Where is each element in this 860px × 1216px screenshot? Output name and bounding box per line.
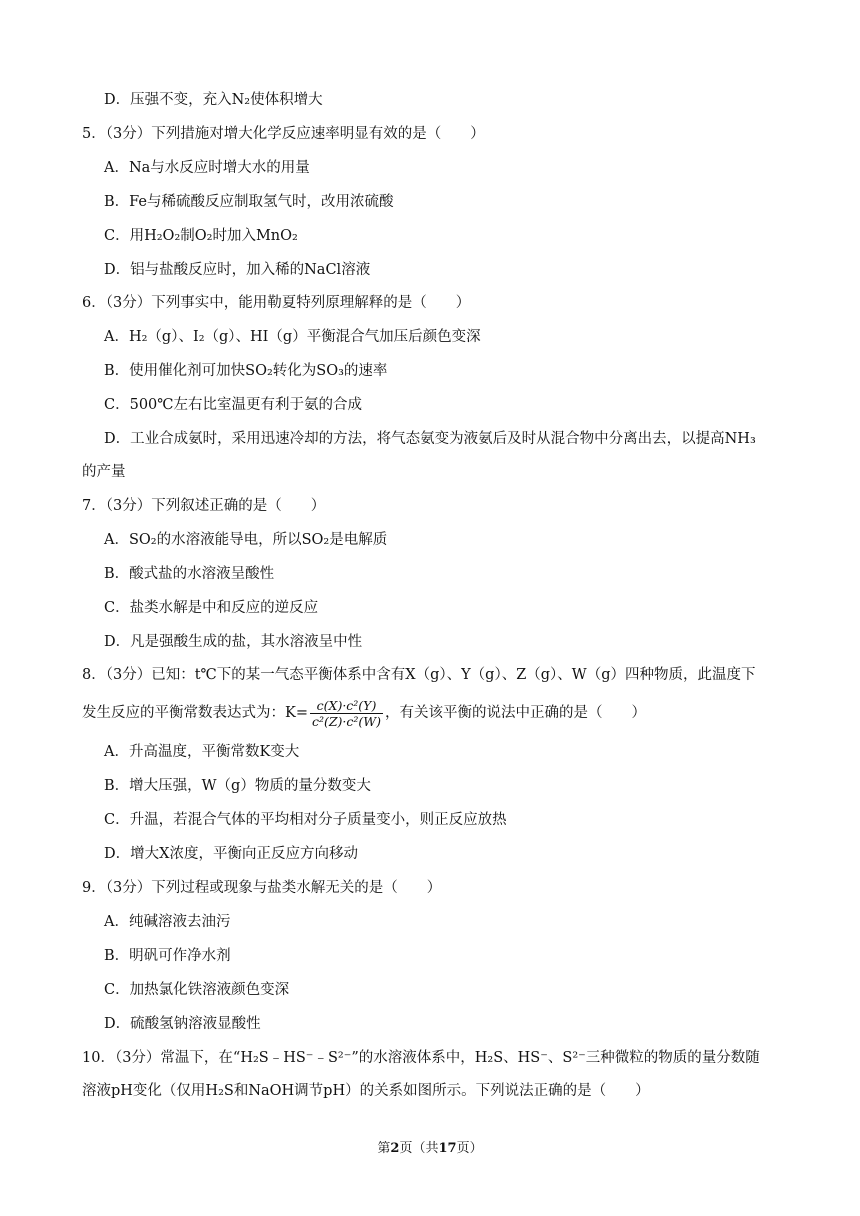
q9-option-a: A．纯碱溶液去油污 (104, 914, 231, 930)
q6-option-b: B．使用催化剂可加快SO₂转化为SO₃的速率 (104, 363, 388, 379)
question-8-equation-line (82, 696, 646, 730)
q5-option-a: A．Na与水反应时增大水的用量 (104, 160, 310, 176)
q5-option-c: C．用H₂O₂制O₂时加入MnO₂ (104, 228, 298, 244)
q6-option-a: A．H₂（g）、I₂（g）、HI（g）平衡混合气加压后颜色变深 (104, 329, 481, 345)
q7-option-b: B．酸式盐的水溶液呈酸性 (104, 566, 275, 582)
page-footer (0, 1140, 860, 1158)
fraction-numerator: c(X)·c²(Y) (310, 698, 383, 714)
q5-option-b: B．Fe与稀硫酸反应制取氢气时，改用浓硫酸 (104, 194, 394, 210)
footer-middle: 页（共 (399, 1141, 439, 1156)
q8-option-b: B．增大压强，W（g）物质的量分数变大 (104, 778, 371, 794)
fraction-denominator: c²(Z)·c²(W) (311, 713, 382, 729)
q9-option-b: B．明矾可作净水剂 (104, 948, 231, 964)
footer-total-pages: 17 (438, 1141, 457, 1156)
question-9: 9．（3分）下列过程或现象与盐类水解无关的是（ ） (82, 880, 442, 896)
q8-option-a: A．升高温度，平衡常数K变大 (104, 744, 300, 760)
q6-option-c: C．500℃左右比室温更有利于氨的合成 (104, 397, 362, 413)
question-7: 7．（3分）下列叙述正确的是（ ） (82, 498, 326, 514)
q7-option-c: C．盐类水解是中和反应的逆反应 (104, 600, 319, 616)
q8-option-d: D．增大X浓度，平衡向正反应方向移动 (104, 846, 358, 862)
question-6: 6．（3分）下列事实中，能用勒夏特列原理解释的是（ ） (82, 295, 471, 311)
question-5: 5．（3分）下列措施对增大化学反应速率明显有效的是（ ） (82, 126, 485, 142)
footer-suffix: 页） (456, 1141, 483, 1156)
q6-option-d-continued: 的产量 (82, 464, 126, 480)
question-10-continued: 溶液pH变化（仅用H₂S和NaOH调节pH）的关系如图所示。下列说法正确的是（ ） (82, 1083, 650, 1099)
q9-option-d: D．硫酸氢钠溶液显酸性 (104, 1016, 261, 1032)
q7-option-d: D．凡是强酸生成的盐，其水溶液呈中性 (104, 634, 363, 650)
q5-option-d: D．铝与盐酸反应时，加入稀的NaCl溶液 (104, 262, 371, 278)
footer-prefix: 第 (377, 1141, 391, 1156)
q4-option-d: D．压强不变，充入N₂使体积增大 (104, 92, 323, 108)
equation-suffix: ，有关该平衡的说法中正确的是（ ） (385, 705, 647, 721)
q7-option-a: A．SO₂的水溶液能导电，所以SO₂是电解质 (104, 532, 388, 548)
question-8: 8．（3分）已知：t℃下的某一气态平衡体系中含有X（g）、Y（g）、Z（g）、W（g）四种物质，此温度下 (82, 667, 756, 683)
equation-prefix: 发生反应的平衡常数表达式为：K= (82, 705, 308, 721)
q9-option-c: C．加热氯化铁溶液颜色变深 (104, 982, 290, 998)
footer-page-number: 2 (390, 1141, 400, 1156)
question-10: 10．（3分）常温下，在“H₂S﹣HS⁻﹣S²⁻”的水溶液体系中，H₂S、HS⁻、S²⁻三种微粒的物质的量分数随 (82, 1050, 760, 1066)
equilibrium-constant-fraction (310, 698, 383, 729)
q8-option-c: C．升温，若混合气体的平均相对分子质量变小，则正反应放热 (104, 812, 507, 828)
q6-option-d: D．工业合成氨时，采用迅速冷却的方法，将气态氨变为液氨后及时从混合物中分离出去，以提高NH₃ (104, 431, 756, 447)
